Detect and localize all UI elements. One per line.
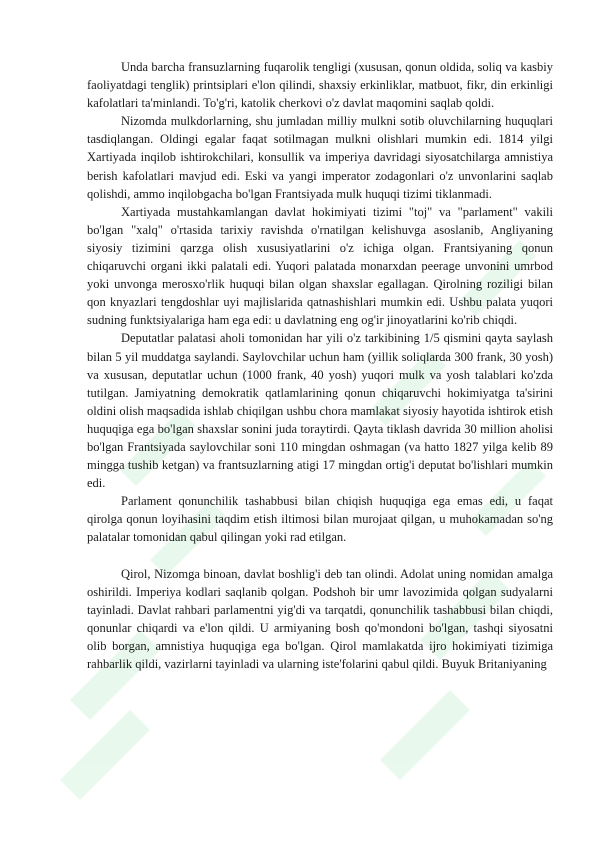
paragraph: Unda barcha fransuzlarning fuqarolik tengligi (xususan, qonun oldida, soliq va kasbiy faoliyatdagi tenglik) printsiplari e'lon qilindi, shaxsiy erkinliklar, matbuot, fikr, din erkinligi kafolatlari ta'minlandi. To'g'ri, katolik cherkovi o'z davlat maqomini saqlab qoldi. (87, 60, 553, 111)
document-body (87, 58, 553, 673)
paragraph: Qirol, Nizomga binoan, davlat boshlig'i deb tan olindi. Adolat uning nomidan amalga oshirildi. Imperiya kodlari saqlanib qolgan. Podshoh bir umr lavozimida qolgan sudyalarni tayinladi. Davlat rahbari parlamentni yig'di va tarqatdi, qonunchilik tashabbusi bilan chiqdi, qonunlar chiqardi va e'lon qildi. U armiyaning bosh qo'mondoni bo'lgan, tashqi siyosatni olib borgan, amnistiya huquqiga ega bo'lgan. Qirol mamlakatda ijro hokimiyati tizimiga rahbarlik qildi, vazirlarni tayinladi va ularning iste'folarini qabul qildi. Buyuk Britaniyaning (87, 566, 553, 671)
paragraph: Deputatlar palatasi aholi tomonidan har yili o'z tarkibining 1/5 qismini qayta saylash bilan 5 yil muddatga saylandi. Saylovchilar uchun ham (yillik soliqlarda 300 frank, 30 yosh) va xususan, deputatlar uchun (1000 frank, 40 yosh) yuqori mulk va yosh talablari ko'zda tutilgan. Jamiyatning demokratik qatlamlarining qonun chiqaruvchi hokimiyatga ta'sirini oldini olish maqsadida ishlab chiqilgan ushbu chora mamlakat siyosiy hayotida ishtirok etish huquqiga ega bo'lgan shaxslar sonini juda toraytirdi. Qayta tiklash davrida 30 million aholisi bo'lgan Frantsiyada saylovchilar soni 110 mingdan oshmagan (va hatto 1827 yilga kelib 89 mingga tushib ketgan) va frantsuzlarning atigi 17 mingdan ortig'i deputat bo'lishlari mumkin edi. (87, 331, 553, 491)
paragraph: Nizomda mulkdorlarning, shu jumladan milliy mulkni sotib oluvchilarning huquqlari tasdiqlangan. Oldingi egalar faqat sotilmagan mulkni olishlari mumkin edi. 1814 yilgi Xartiyada inqilob ishtirokchilari, konsullik va imperiya davridagi siyosatchilarga amnistiya berish kafolatlari mavjud edi. Eski va yangi imperator zodagonlari o'z unvonlarini saqlab qolishdi, ammo inqilobgacha bo'lgan Frantsiyada mulk huquqi tizimi tiklanmadi. (87, 114, 553, 201)
paragraph: Xartiyada mustahkamlangan davlat hokimiyati tizimi "toj" va "parlament" vakili bo'lgan "xalq" o'rtasida tarixiy ravishda o'rnatilgan kelishuvga asoslanib, Angliyaning siyosiy tizimini qarzga olish xususiyatlarini o'z ichiga olgan. Frantsiyaning qonun chiqaruvchi organi ikki palatali edi. Yuqori palatada monarxdan peerage unvonini umrbod yoki unvonga merosxo'rlik huquqi bilan olgan shaxslar egallagan. Qirolning roziligi bilan qon knyazlari tengdoshlar uyi majlislarida qatnashishlari mumkin edi. Ushbu palata yuqori sudning funktsiyalariga ham ega edi: u davlatning eng og'ir jinoyatlarini ko'rib chiqdi. (87, 204, 553, 328)
paragraph: Parlament qonunchilik tashabbusi bilan chiqish huquqiga ega emas edi, u faqat qirolga qonun loyihasini taqdim etish iltimosi bilan murojaat qilgan, u muhokamadan so'ng palatalar tomonidan qabul qilingan yoki rad etilgan. (87, 494, 553, 545)
